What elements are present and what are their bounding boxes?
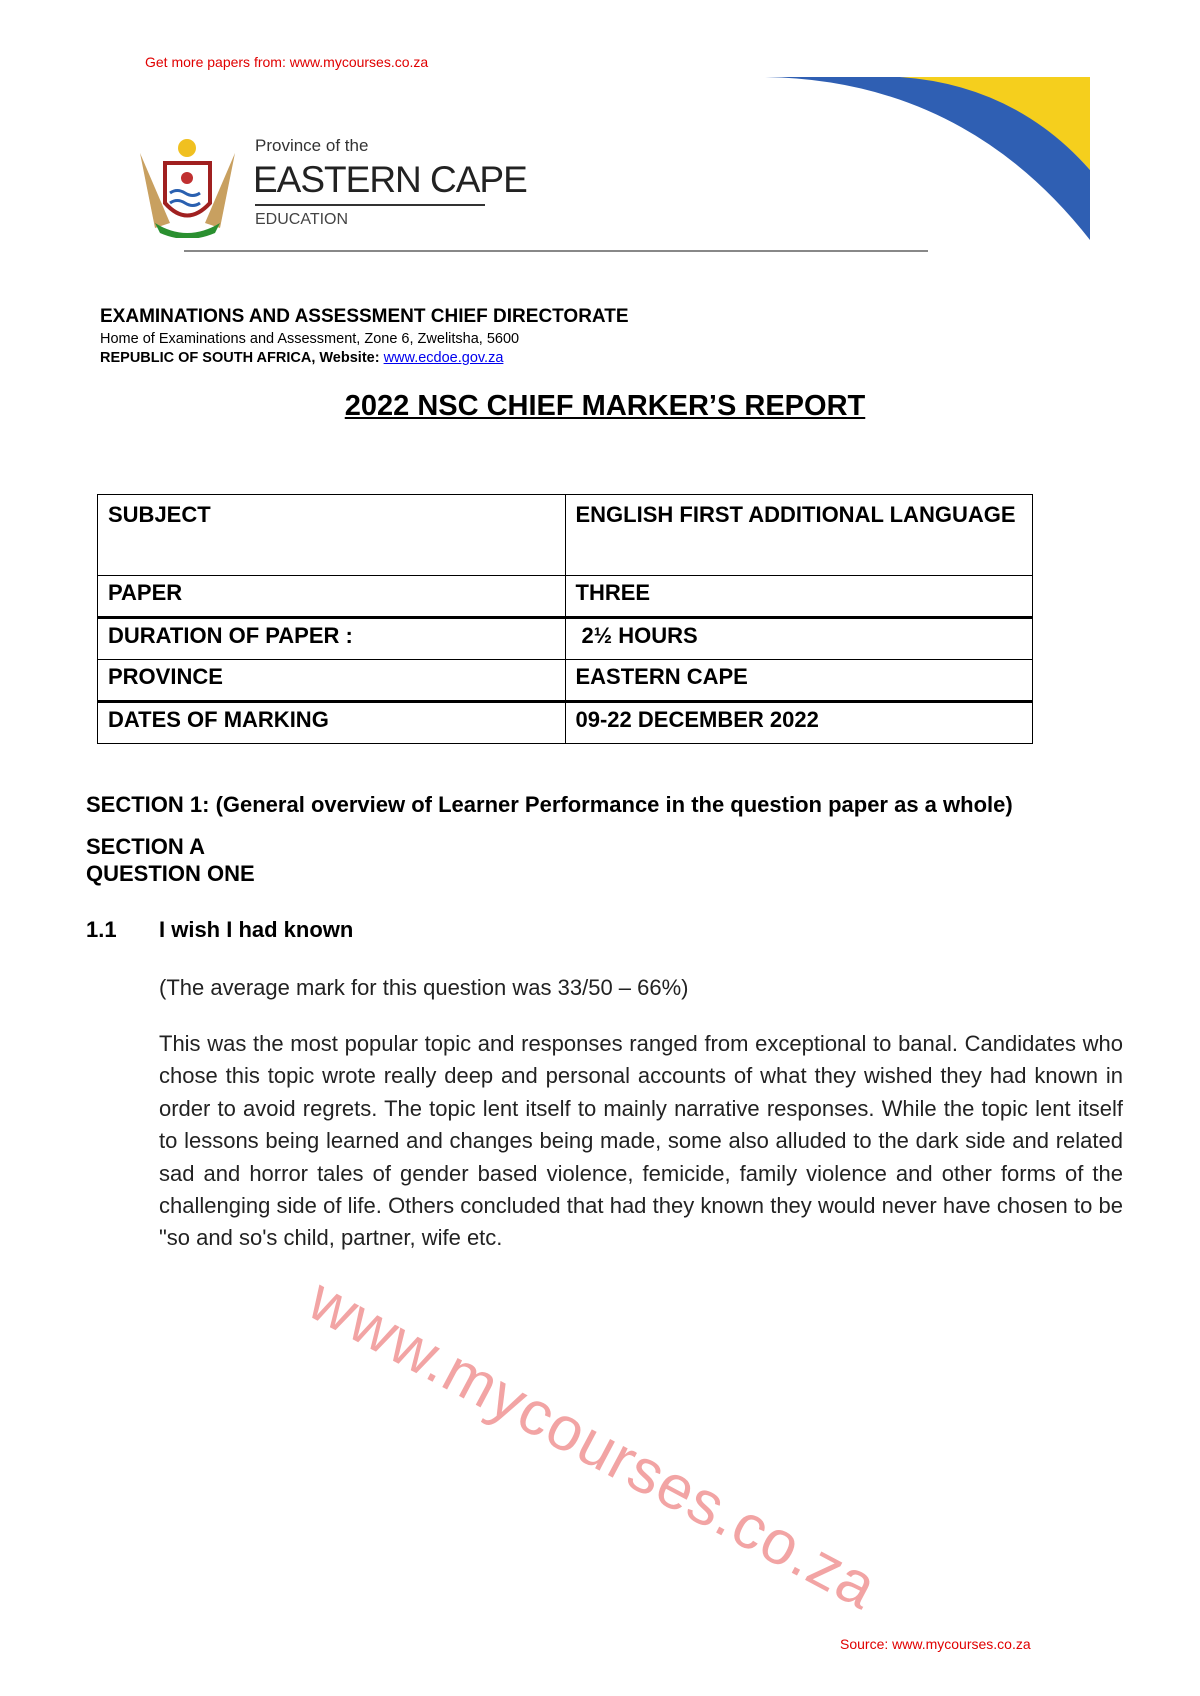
- top-watermark-link[interactable]: Get more papers from: www.mycourses.co.za: [145, 54, 429, 70]
- logo-divider: [255, 204, 485, 206]
- address-line: Home of Examinations and Assessment, Zone 6, Zwelitsha, 5600: [100, 331, 520, 347]
- page-title: 2022 NSC CHIEF MARKER’S REPORT: [344, 390, 866, 422]
- commentary-paragraph: This was the most popular topic and responses ranged from exceptional to banal. Candidates who chose this topic wrote really deep and personal accounts of what they wished they had known in order to avoid regrets. The topic lent itself to mainly narrative responses. While the topic lent itself to lessons being learned and changes being made, some also alluded to the dark side and related sad and horror tales of gender based violence, femicide, family violence and other forms of the challenging side of life. Others concluded that had they known they would never have chosen to be "so and so's child, partner, wife etc.: [159, 1031, 1123, 1251]
- row-value: THREE: [565, 576, 1033, 618]
- eastern-cape-logo: [120, 128, 527, 248]
- row-value: ENGLISH FIRST ADDITIONAL LANGUAGE: [565, 495, 1033, 576]
- section-1-heading: SECTION 1: (General overview of Learner Performance in the question paper as a whole): [86, 792, 1013, 817]
- info-table: [97, 494, 1033, 744]
- logo-line-eastern-cape: EASTERN CAPE: [253, 159, 527, 200]
- website-link[interactable]: www.ecdoe.gov.za: [383, 350, 504, 366]
- question-number: 1.1: [86, 917, 117, 942]
- row-label: PROVINCE: [98, 660, 566, 702]
- logo-line-province: Province of the: [255, 136, 369, 155]
- republic-label: REPUBLIC OF SOUTH AFRICA, Website:: [100, 350, 380, 366]
- row-value: 09-22 DECEMBER 2022: [565, 702, 1033, 744]
- logo-line-education: EDUCATION: [255, 211, 349, 228]
- row-label: SUBJECT: [98, 495, 566, 576]
- row-label: DURATION OF PAPER :: [98, 618, 566, 660]
- table-row: [98, 702, 1033, 744]
- average-mark: (The average mark for this question was 33/50 – 66%): [159, 975, 689, 1000]
- table-row: [98, 618, 1033, 660]
- question-title: I wish I had known: [159, 917, 354, 942]
- row-label: DATES OF MARKING: [98, 702, 566, 744]
- source-footer[interactable]: Source: www.mycourses.co.za: [840, 1636, 1031, 1652]
- section-a-heading: SECTION A: [86, 834, 205, 859]
- table-row: [98, 495, 1033, 576]
- diagonal-watermark: www.mycourses.co.za: [297, 1265, 889, 1623]
- header-swoosh-graphic: [765, 75, 1095, 245]
- coat-of-arms-icon: [125, 133, 250, 238]
- directorate-heading: EXAMINATIONS AND ASSESSMENT CHIEF DIRECTORATE: [100, 306, 629, 327]
- table-row: [98, 660, 1033, 702]
- republic-line: [100, 350, 503, 366]
- header-rule: [184, 250, 928, 252]
- row-label: PAPER: [98, 576, 566, 618]
- question-heading: QUESTION ONE: [86, 861, 255, 886]
- table-row: [98, 576, 1033, 618]
- row-value: EASTERN CAPE: [565, 660, 1033, 702]
- row-value: 2½ HOURS: [565, 618, 1033, 660]
